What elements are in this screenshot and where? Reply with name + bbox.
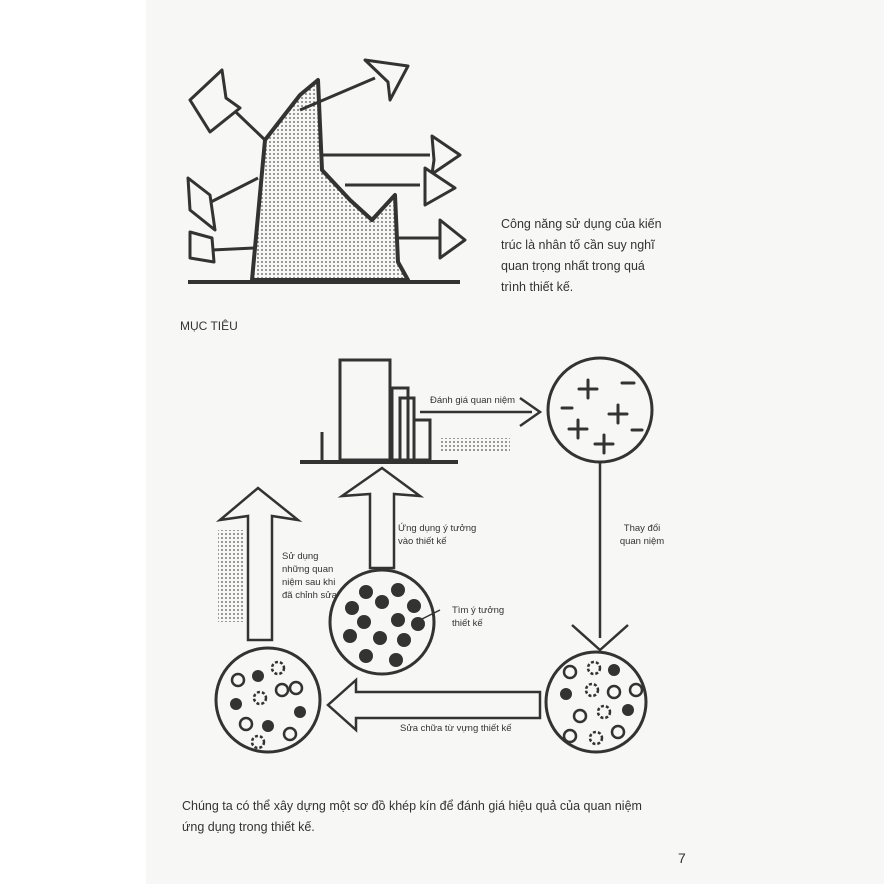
building-arrows-sketch [188, 60, 465, 282]
find-label-line: thiết kế [452, 618, 483, 629]
use-label-line: Sử dụng [282, 551, 319, 562]
find-label-line: Tìm ý tưởng [452, 605, 505, 616]
find-label [452, 604, 504, 630]
use-label [282, 550, 337, 602]
bottom-left-circle [216, 648, 320, 752]
apply-label [398, 522, 476, 548]
fix-label: Sửa chữa từ vựng thiết kế [400, 723, 512, 734]
evaluate-label: Đánh giá quan niệm [430, 395, 516, 406]
evaluation-circle [548, 358, 652, 462]
change-arrow [572, 462, 628, 650]
apply-arrow [342, 468, 420, 568]
caption-line: ứng dụng trong thiết kế. [182, 820, 315, 834]
use-label-line: đã chỉnh sửa [282, 590, 337, 601]
page-number: 7 [678, 850, 686, 866]
change-label [612, 522, 672, 548]
change-label-line: Thay đổi [623, 523, 661, 534]
intro-line: Công năng sử dụng của kiến [501, 217, 662, 231]
apply-label-line: Ứng dụng ý tưởng [398, 523, 477, 534]
intro-line: trúc là nhân tố cần suy nghĩ [501, 238, 655, 252]
intro-line: trình thiết kế. [501, 280, 574, 294]
caption-line: Chúng ta có thể xây dựng một sơ đồ khép kín để đánh giá hiệu quả của quan niệm [182, 799, 642, 813]
intro-line: quan trọng nhất trong quá [501, 259, 645, 273]
caption [182, 796, 722, 838]
change-label-line: quan niệm [619, 536, 665, 547]
section-label: MỤC TIÊU [180, 319, 238, 333]
use-label-line: những quan [282, 564, 334, 575]
use-label-line: niệm sau khi [282, 577, 336, 588]
apply-label-line: vào thiết kế [398, 536, 447, 547]
intro-paragraph [501, 214, 701, 298]
bottom-right-circle [546, 652, 646, 752]
idea-circle [330, 570, 440, 674]
